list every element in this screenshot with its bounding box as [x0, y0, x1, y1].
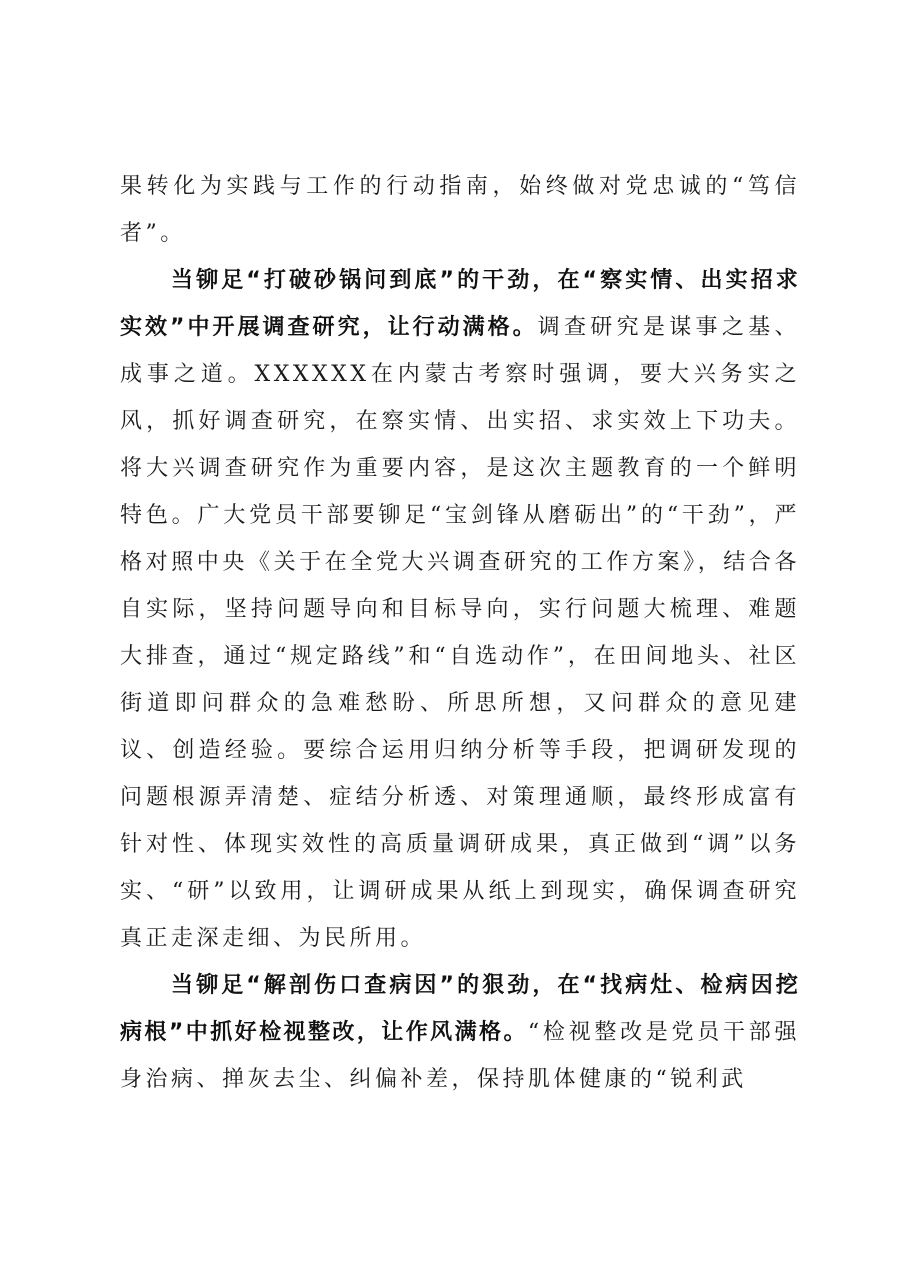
paragraph-text: 调查研究是谋事之基、成事之道。XXXXXX在内蒙古考察时强调，要大兴务实之风，抓好调查研究，在察实情、出实招、求实效上下功夫。将大兴调查研究作为重要内容，是这次主题教育的一个鲜明特色。广大党员干部要铆足“宝剑锋从磨砺出”的“干劲”，严格对照中央《关于在全党大兴调查研究的工作方案》，结合各自实际，坚持问题导向和目标导向，实行问题大梳理、难题大排查，通过“规定路线”和“自选动作”，在田间地头、社区街道即问群众的急难愁盼、所思所想，又问群众的意见建议、创造经验。要综合运用归纳分析等手段，把调研发现的问题根源弄清楚、症结分析透、对策理通顺，最终形成富有针对性、体现实效性的高质量调研成果，真正做到“调”以务实、“研”以致用，让调研成果从纸上到现实，确保调查研究真正走深走细、为民所用。: [120, 315, 800, 951]
document-body: [120, 163, 800, 1103]
paragraph-text: 果转化为实践与工作的行动指南，始终做对党忠诚的“笃信者”。: [120, 174, 800, 246]
paragraph-heading: 当铆足“解剖伤口查病因”的狠劲，在“找病灶、检病因挖病根”中抓好检视整改，让作风满格。: [120, 973, 800, 1045]
paragraph-text: “检视整改是党员干部强身治病、掸灰去尘、纠偏补差，保持肌体健康的“锐利武: [120, 1020, 800, 1092]
paragraph-heading: 当铆足“打破砂锅问到底”的干劲，在“察实情、出实招求实效”中开展调查研究，让行动满格。: [120, 268, 800, 340]
paragraph-investigation-research: [120, 257, 800, 962]
paragraph-inspection-rectification: [120, 962, 800, 1103]
paragraph-continuation: [120, 163, 800, 257]
